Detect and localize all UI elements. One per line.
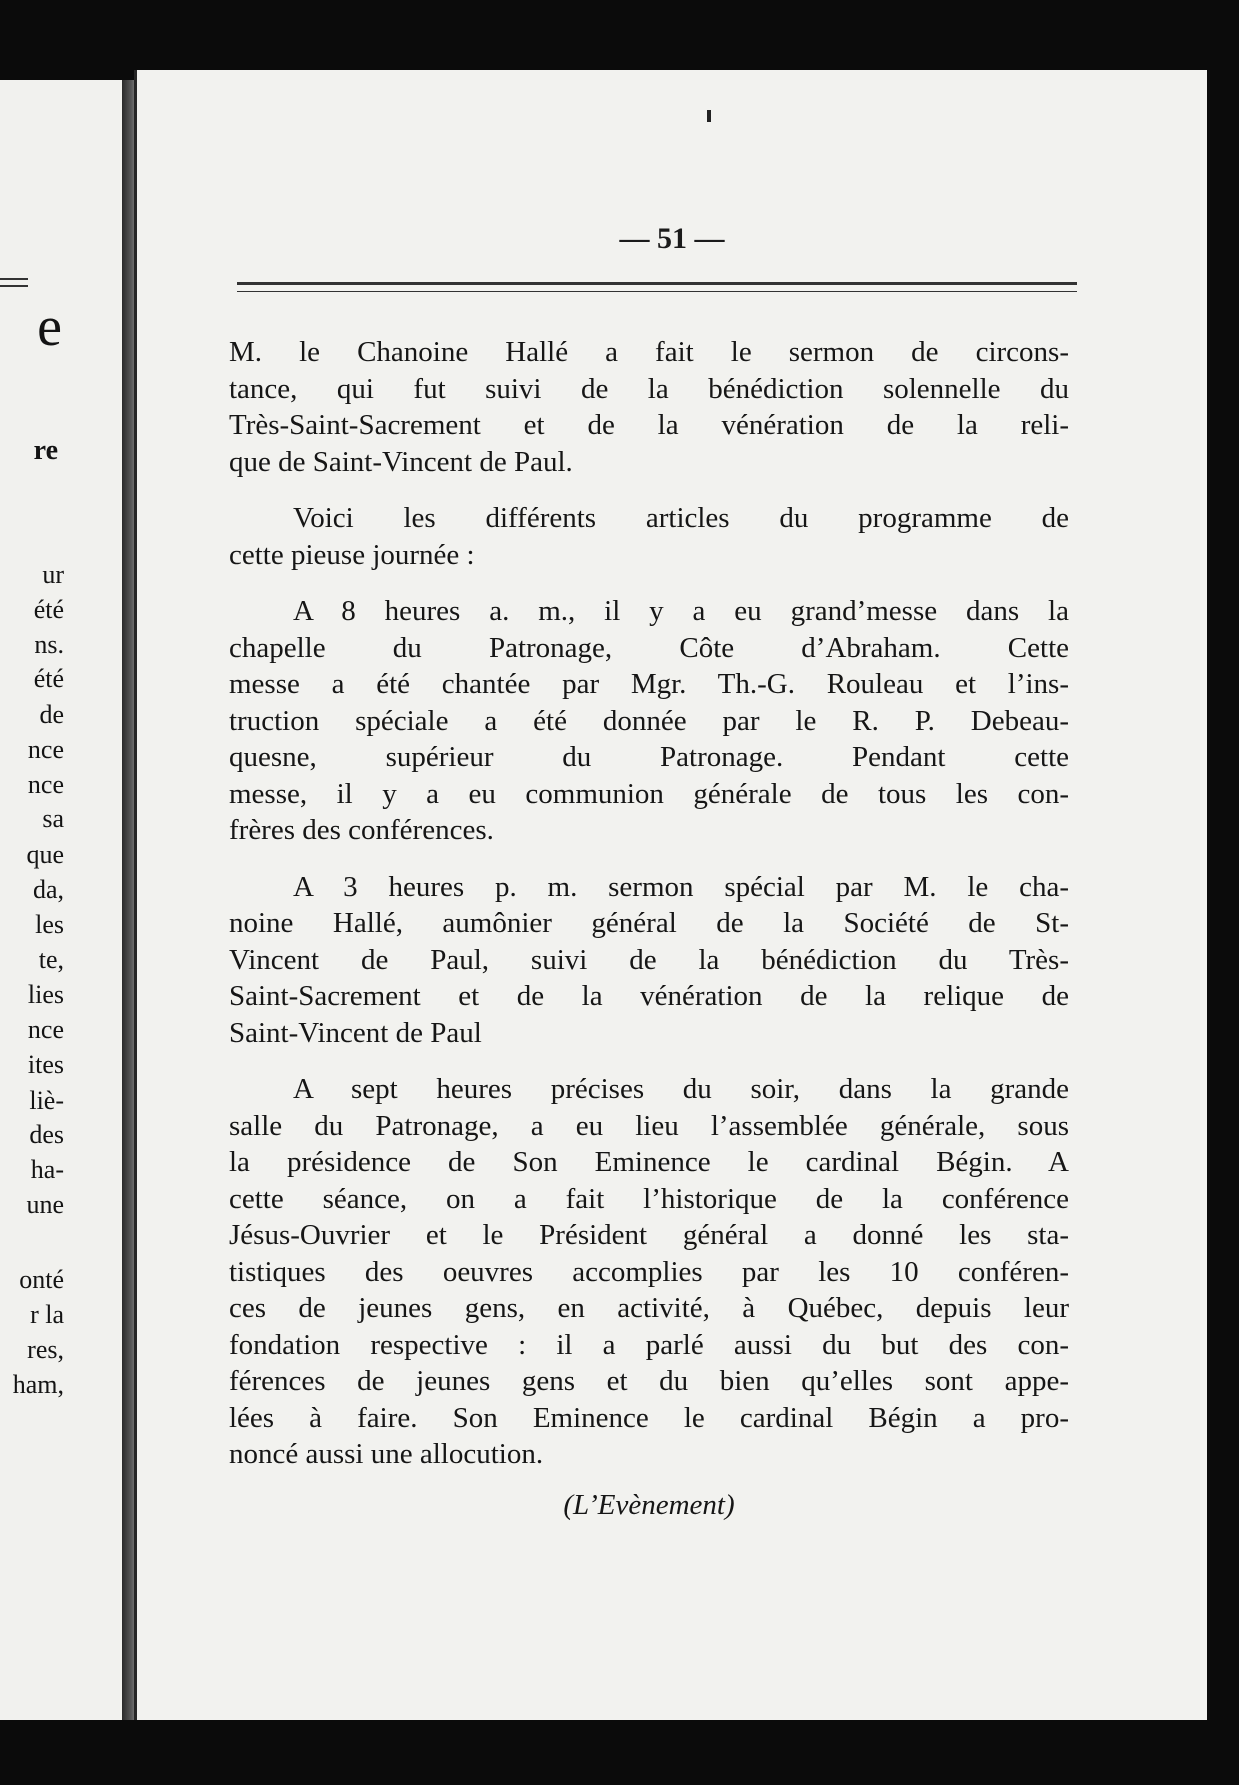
left-page-fragment: ha- [30,1155,64,1184]
left-page-fragment: ham, [12,1370,64,1399]
left-page-fragment: re [33,435,58,466]
body-text [229,334,1069,1523]
text-line: cette pieuse journée : [229,538,475,571]
left-page-fragment: ur [42,560,64,589]
left-page-fragment: e [37,296,62,358]
left-page-fragment: nce [27,735,64,764]
left-page-fragment: des [29,1120,64,1149]
paragraph [229,1071,1069,1473]
text-line: la présidence de Son Eminence le cardinal Bégin. A [229,1146,1069,1178]
text-line: chapelle du Patronage, Côte d’Abraham. Cette [229,631,1069,664]
left-page-fragment: les [35,910,64,939]
facing-page-fragment [0,80,128,1720]
text-line: que de Saint-Vincent de Paul. [229,445,573,478]
text-line: Voici les différents articles du programme de [293,502,1069,534]
text-line: Très-Saint-Sacrement et de la vénération de la reli- [229,409,1069,441]
text-line: truction spéciale a été donnée par le R. P. Debeau- [229,704,1069,737]
paragraph-gap [229,849,1069,869]
left-page-fragment: nce [27,770,64,799]
text-line: A sept heures précises du soir, dans la grande [293,1073,1069,1105]
text-line: Vincent de Paul, suivi de la bénédiction du Très- [229,943,1069,976]
text-line: noncé aussi une allocution. [229,1438,544,1470]
text-line: salle du Patronage, a eu lieu l’assemblée générale, sous [229,1109,1069,1142]
left-page-fragment: onté [19,1265,64,1294]
left-page-fragment: te, [38,945,64,974]
left-page-fragment: ns. [34,630,64,659]
page [134,70,1207,1720]
left-page-fragment: da, [32,875,64,904]
paragraph [229,334,1069,480]
text-line: messe a été chantée par Mgr. Th.-G. Rouleau et l’ins- [229,668,1069,700]
text-line: quesne, supérieur du Patronage. Pendant cette [229,741,1069,773]
left-page-fragment: ites [27,1050,64,1079]
text-line: ces de jeunes gens, en activité, à Québec, depuis leur [229,1292,1069,1324]
text-line: tance, qui fut suivi de la bénédiction solennelle du [229,372,1069,405]
text-line: Saint-Sacrement et de la vénération de la relique de [229,980,1069,1012]
text-line: lées à faire. Son Eminence le cardinal Bégin a pro- [229,1401,1069,1434]
left-page-fragment: été [33,664,64,693]
left-page-fragment: une [26,1190,64,1219]
left-page-fragment: nce [27,1015,64,1044]
paragraph-gap [229,1051,1069,1071]
text-line: noine Hallé, aumônier général de la Société de St- [229,907,1069,939]
text-line: cette séance, on a fait l’historique de la conférence [229,1182,1069,1215]
text-line: Saint-Vincent de Paul [229,1016,482,1049]
paragraph [229,500,1069,573]
text-line: frères des conférences. [229,814,494,846]
text-line: Jésus-Ouvrier et le Président général a donné les sta- [229,1219,1069,1251]
text-line: A 8 heures a. m., il y a eu grand’messe dans la [293,595,1069,627]
text-line: fondation respective : il a parlé aussi du but des con- [229,1328,1069,1361]
left-page-fragment: de [39,700,64,729]
left-page-rule [0,278,28,287]
ink-mark [707,110,711,122]
left-page-fragment: sa [42,804,64,833]
left-page-fragment: res, [27,1335,64,1364]
paragraph [229,869,1069,1052]
header-rule [237,282,1077,292]
paragraph-gap [229,480,1069,500]
paragraph [229,593,1069,849]
text-line: messe, il y a eu communion générale de tous les con- [229,777,1069,810]
text-line: férences de jeunes gens et du bien qu’elles sont appe- [229,1365,1069,1397]
page-number: — 51 — [619,222,725,255]
left-page-fragment: que [26,840,64,869]
paragraph-gap [229,573,1069,593]
left-page-fragment: liè- [29,1086,64,1115]
text-line: tistiques des oeuvres accomplies par les 10 conféren- [229,1255,1069,1288]
left-page-fragment: r la [30,1300,64,1329]
text-line: A 3 heures p. m. sermon spécial par M. le cha- [293,870,1069,903]
left-page-fragment: lies [27,980,64,1009]
left-page-fragment: été [33,595,64,624]
source-attribution: (L’Evènement) [563,1488,735,1521]
text-line: M. le Chanoine Hallé a fait le sermon de circons- [229,336,1069,368]
